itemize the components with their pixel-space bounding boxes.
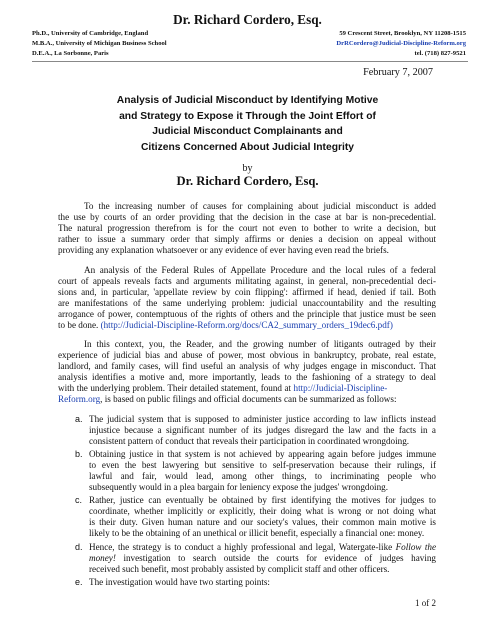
website-link[interactable]: http://Judicial-Discipline-	[293, 382, 388, 393]
title-line: Judicial Misconduct Complainants and	[152, 126, 343, 138]
text-line: injustice because a significant number of its judges disregard the law and the facts in a	[89, 424, 436, 435]
email-link[interactable]: DrRCordero@Judicial-Discipline-Reform.org	[336, 40, 466, 48]
list-letter: c.	[75, 495, 83, 505]
text-line: consistent pattern of conduct that reveals their participation in coordinated wrongdoing.	[89, 435, 410, 446]
text-line: sions and, in particular, 'appellate review by coin flipping': affirmed if head, denied if tail. Both	[58, 286, 436, 297]
phone: tel. (718) 827-9521	[414, 50, 466, 58]
document-title	[0, 93, 495, 156]
paragraph-3	[58, 339, 436, 404]
text-line: Rather, justice can eventually be obtained by first identifying the motives for judges to	[89, 495, 436, 505]
text-line: The investigation would have two starting points:	[89, 577, 270, 587]
text-line: The judicial system that is supposed to administer justice according to law inflicts instead	[89, 414, 436, 424]
text-line: rather to issue a summary order that simply affirms or denies a decision on appeal without	[58, 233, 436, 244]
title-line: Analysis of Judicial Misconduct by Identifying Motive	[116, 95, 379, 106]
text-line: are manifestations of the same underlying problem: judicial unaccountability and the resulting	[58, 297, 436, 308]
paragraph-1	[58, 201, 436, 256]
credential-line: Ph.D., University of Cambridge, England	[32, 30, 149, 37]
text-line: To the increasing number of causes for complaining about judicial misconduct is added	[84, 201, 436, 211]
text-fragment: to be done.	[58, 319, 99, 330]
text-line	[89, 542, 436, 564]
text-line: landlord, and family cases, will find useful an analysis of why judges engage in misconduct. That	[58, 360, 436, 371]
text-line: is their duty. Given human nature and our society's values, their common main motive is	[89, 516, 436, 527]
list-letter: a.	[75, 414, 83, 424]
title-line: and Strategy to Expose it Through the Joint Effort of	[119, 110, 376, 122]
text-fragment: investigation to search outside the courts for evidence of judges having	[115, 552, 436, 563]
page-number: 1 of 2	[415, 598, 436, 608]
text-fragment: Hence, the strategy is to conduct a highly professional and legal, Watergate-like	[89, 542, 393, 552]
text-line: to even the best lawyering but sensitive to self-preservation because their rulings, if	[89, 459, 436, 470]
website-link[interactable]: Reform.org	[58, 393, 101, 404]
text-line: experience of judicial bias and abuse of power, most obvious in bankruptcy, probate, real estate,	[58, 349, 436, 360]
list-letter: d.	[75, 542, 83, 552]
header-divider	[32, 61, 468, 62]
text-fragment: with the underlying problem. Their detailed statement, found at	[58, 382, 292, 393]
text-line: lawful and fair, would lead, among other things, to incriminating people who	[89, 470, 436, 481]
address: 59 Crescent Street, Brooklyn, NY 11208-1515	[339, 30, 466, 37]
text-line: court of appeals reveals facts and arguments militating against, in general, non-precedential deci-	[58, 275, 436, 286]
paragraph-2	[58, 265, 436, 330]
text-line	[58, 394, 436, 405]
letterhead-contact	[336, 29, 466, 60]
italic-phrase: Follow the money!	[89, 542, 436, 563]
text-line: the use by courts of an order providing that the decision in the case at bar is non-precedential.	[58, 211, 436, 222]
title-line: Citizens Concerned About Judicial Integrity	[140, 142, 355, 154]
list-letter: e.	[75, 577, 83, 587]
text-line: coordinate, whether implicitly or explicitly, their doing what is wrong or not doing what	[89, 505, 436, 516]
text-line: In this context, you, the Reader, and the growing number of litigants outraged by their	[84, 339, 436, 349]
text-fragment: , is based on public filings and official documents can be summarized as follows:	[100, 393, 397, 404]
letterhead-credentials	[32, 29, 167, 60]
text-line: analysis identifies a motive and, more importantly, leads to the fashioning of a strategy to deal	[58, 371, 436, 382]
byline: Dr. Richard Cordero, Esq.	[176, 174, 319, 188]
text-line: The natural progression therefrom is for the court not even to bother to write a decision, but	[58, 222, 436, 233]
text-line: Obtaining justice in that system is not achieved by appearing again before judges immune	[89, 449, 436, 459]
letterhead-name: Dr. Richard Cordero, Esq.	[173, 12, 322, 27]
text-line: likely to be the obtaining of an unethical or illicit benefit, especially a financial one: money.	[89, 527, 425, 538]
text-line: providing any explanation whatsoever or any evidence of ever having even read the briefs.	[58, 244, 389, 255]
text-line	[58, 383, 436, 394]
document-date: February 7, 2007	[363, 67, 433, 78]
by-label: by	[242, 163, 253, 174]
text-line: received such benefit, most probably assisted by complicit staff and other officers.	[89, 563, 390, 574]
list-letter: b.	[75, 449, 83, 459]
credential-line: M.B.A., University of Michigan Business School	[32, 40, 167, 48]
pdf-link[interactable]: (http://Judicial-Discipline-Reform.org/docs/CA2_summary_orders_19dec6.pdf)	[100, 319, 393, 330]
text-line: arrogance of power, contemptuous of the rights of others and the principle that justice must be seen	[58, 308, 436, 319]
text-line: subsequently would in a plea bargain for leniency expose the judges' wrongdoing.	[89, 481, 388, 492]
text-line: An analysis of the Federal Rules of Appellate Procedure and the local rules of a federal	[84, 265, 436, 275]
credential-line: D.E.A., La Sorbonne, Paris	[32, 50, 109, 58]
text-line	[58, 320, 436, 331]
